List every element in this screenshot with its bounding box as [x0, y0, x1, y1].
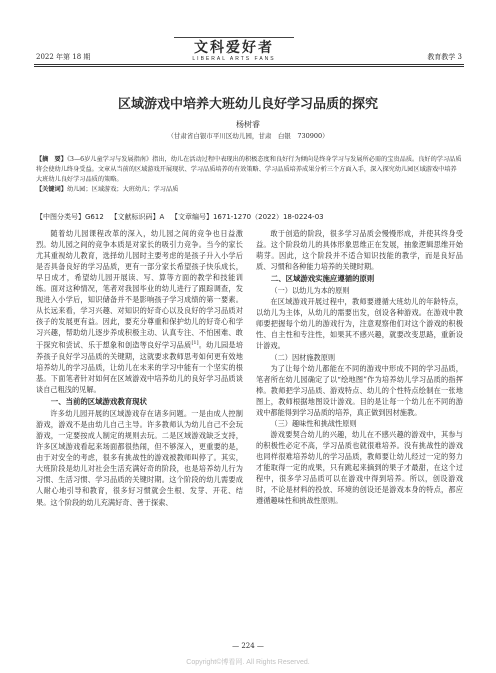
- section-heading-2: 二、区域游戏实施应遵循的原则: [270, 274, 375, 284]
- paragraph: 为了让每个幼儿都能在不同的游戏中形成不同的学习品质，笔者所在幼儿园确定了以“绘地图”作为培养幼儿学习品质的指挥棒。教师把学习品质、游戏特点、幼儿的个性特点绘制在一张地图上，教师根据地图设计游戏。目的是让每一个幼儿在不同的游戏中都能得到学习品质的培养，真正做到因材施教。: [256, 363, 463, 417]
- header-rule-thin: [34, 66, 464, 67]
- section-label: 教育教学 3: [427, 53, 462, 61]
- abstract-text: 《3—6岁儿童学习与发展指南》指出，幼儿在活动过程中表现出的积极态度和良好行为倾向是终身学习与发展所必需的宝贵品质。良好的学习品质将会使幼儿终身受益。文章从当前的区域游戏开展现状、学习品质培养的有效策略、学习品质培养成果分析三个方面入手，深入探究幼儿园区域游戏中培养大班幼儿良好学习品质的策略。: [36, 156, 462, 183]
- paragraph: 敢于创造的阶段，很多学习品质会慢慢形成，并使其终身受益。这个阶段幼儿的具体形象思维正在发展，抽象逻辑思维开始萌芽。因此，这个阶段并不适合知识技能的教学，而是良好品质、习惯和各种能力培养的关键时期。: [256, 229, 463, 272]
- subsection-heading: （二）因材施教原则: [270, 352, 336, 362]
- paragraph: 在区域游戏开展过程中，教师要遵循大班幼儿的年龄特点，以幼儿为主体，从幼儿的需要出发，创设各种游戏。在游戏中教师要把握每个幼儿的游戏行为，注意观察他们对这个游戏的积极性、自主性和专注性，如果其不感兴趣，就要改变思路，重新设计游戏。: [256, 297, 463, 351]
- article-number: 【文章编号】1671-1270（2022）18-0224-03: [170, 213, 324, 221]
- abstract-block: [36, 155, 462, 195]
- journal-logo: [174, 40, 294, 62]
- citation-marker: [1]: [191, 340, 199, 347]
- subsection-heading: （一）以幼儿为本的原则: [270, 286, 350, 296]
- abstract-label: 【摘 要】: [36, 156, 67, 163]
- journal-title-en: LIBERAL ARTS FANS: [192, 56, 276, 62]
- author-name: 杨树睿: [236, 120, 260, 129]
- paragraph: 许多幼儿园开展的区域游戏存在诸多问题。一是由成人控制游戏，游戏不是由幼儿自己主导。许多教师认为幼儿自己不会玩游戏，一定要按成人制定的规则去玩。二是区域游戏缺乏支持，许多区域游戏看起来场面都很热闹，但不够深入，更重要的是，由于对安全的考虑，很多有挑战性的游戏被教师叫停了。其实，大班阶段是幼儿对社会生活充满好奇的阶段，也是培养幼儿行为习惯、生活习惯、学习品质的关键时期。这个阶段的幼儿需要成人耐心地引导和教育，很多好习惯就会生根、发芽、开花、结果。这个阶段的幼儿充满好奇、善于探索、: [36, 409, 243, 507]
- page-header: [0, 0, 496, 64]
- body-column-left: [36, 228, 243, 508]
- intro-paragraph: [36, 228, 243, 395]
- keywords: [36, 185, 462, 195]
- journal-title-cn: 文科爱好者: [194, 40, 274, 56]
- article-title: 区域游戏中培养大班幼儿良好学习品质的探究: [117, 97, 378, 112]
- keywords-text: 幼儿园；区域游戏；大班幼儿；学习品质: [66, 186, 179, 193]
- abstract: [36, 155, 462, 185]
- body-column-right: [256, 228, 463, 506]
- intro-text-cont: 。幼儿园是培养孩子良好学习品质的关键期，这就要求教师思考如何更有效地培养幼儿的学习品质，让幼儿在未来的学习中能有一个坚实的根基。下面笔者针对如何在区域游戏中培养幼儿的良好学习品质谈谈自己粗浅的见解。: [36, 340, 243, 395]
- header-rule: [34, 64, 464, 65]
- section-heading-1: 一、当前的区域游戏教育现状: [50, 397, 147, 407]
- keywords-label: 【关键词】: [36, 186, 67, 193]
- page-number: — 224 —: [232, 642, 264, 650]
- clc-number: 【中图分类号】G612: [36, 213, 104, 221]
- issue-label: 2022 年第 18 期: [36, 53, 91, 61]
- logo-frame: [174, 37, 294, 65]
- document-code: 【文献标识码】A: [110, 213, 165, 221]
- paragraph: 游戏要契合幼儿的兴趣，幼儿在不感兴趣的游戏中，其参与的积极性必定不高，学习品质也就很难培养。没有挑战性的游戏也同样很难培养幼儿的学习品质，教师要让幼儿经过一定的努力才能取得一定的成果，只有跳起来摘到的果子才最甜，在这个过程中，很多学习品质可以在游戏中得到培养。所以，创设游戏时，不论是材料的投放、环境的创设还是游戏本身的特点，都应遵循趣味性和挑战性原则。: [256, 429, 463, 506]
- article-meta: [36, 212, 466, 222]
- copyright-watermark: Copyright©博看网. All Rights Reserved.: [186, 659, 310, 666]
- author-affiliation: （甘肃省白银市平川区幼儿园，甘肃 白银 730900）: [167, 132, 329, 140]
- subsection-heading: （三）趣味性和挑战性原则: [270, 418, 357, 428]
- intro-text: 随着幼儿园课程改革的深入，幼儿园之间的竞争也日益激烈。幼儿园之间的竞争本质是对家长的吸引力竞争。当今的家长尤其重视幼儿教育，选择幼儿园时主要考虑的是孩子升入小学后是否具备良好的学习品质，更有一部分家长希望孩子快乐成长，早日成才，希望幼儿园开展读、写、算等方面的教学和技能训练。面对这种情况，笔者对我园毕业的幼儿进行了跟踪调查，发现进入小学后，知识储备并不是影响孩子学习成绩的第一要素。从长远来看，学习兴趣、对知识的好奇心以及良好的学习品质对孩子的发展更有益。因此，要充分尊重和保护幼儿的好奇心和学习兴趣，帮助幼儿逐步养成积极主动、认真专注、不怕困难、敢于探究和尝试、乐于想象和创造等良好学习品质: [36, 229, 243, 350]
